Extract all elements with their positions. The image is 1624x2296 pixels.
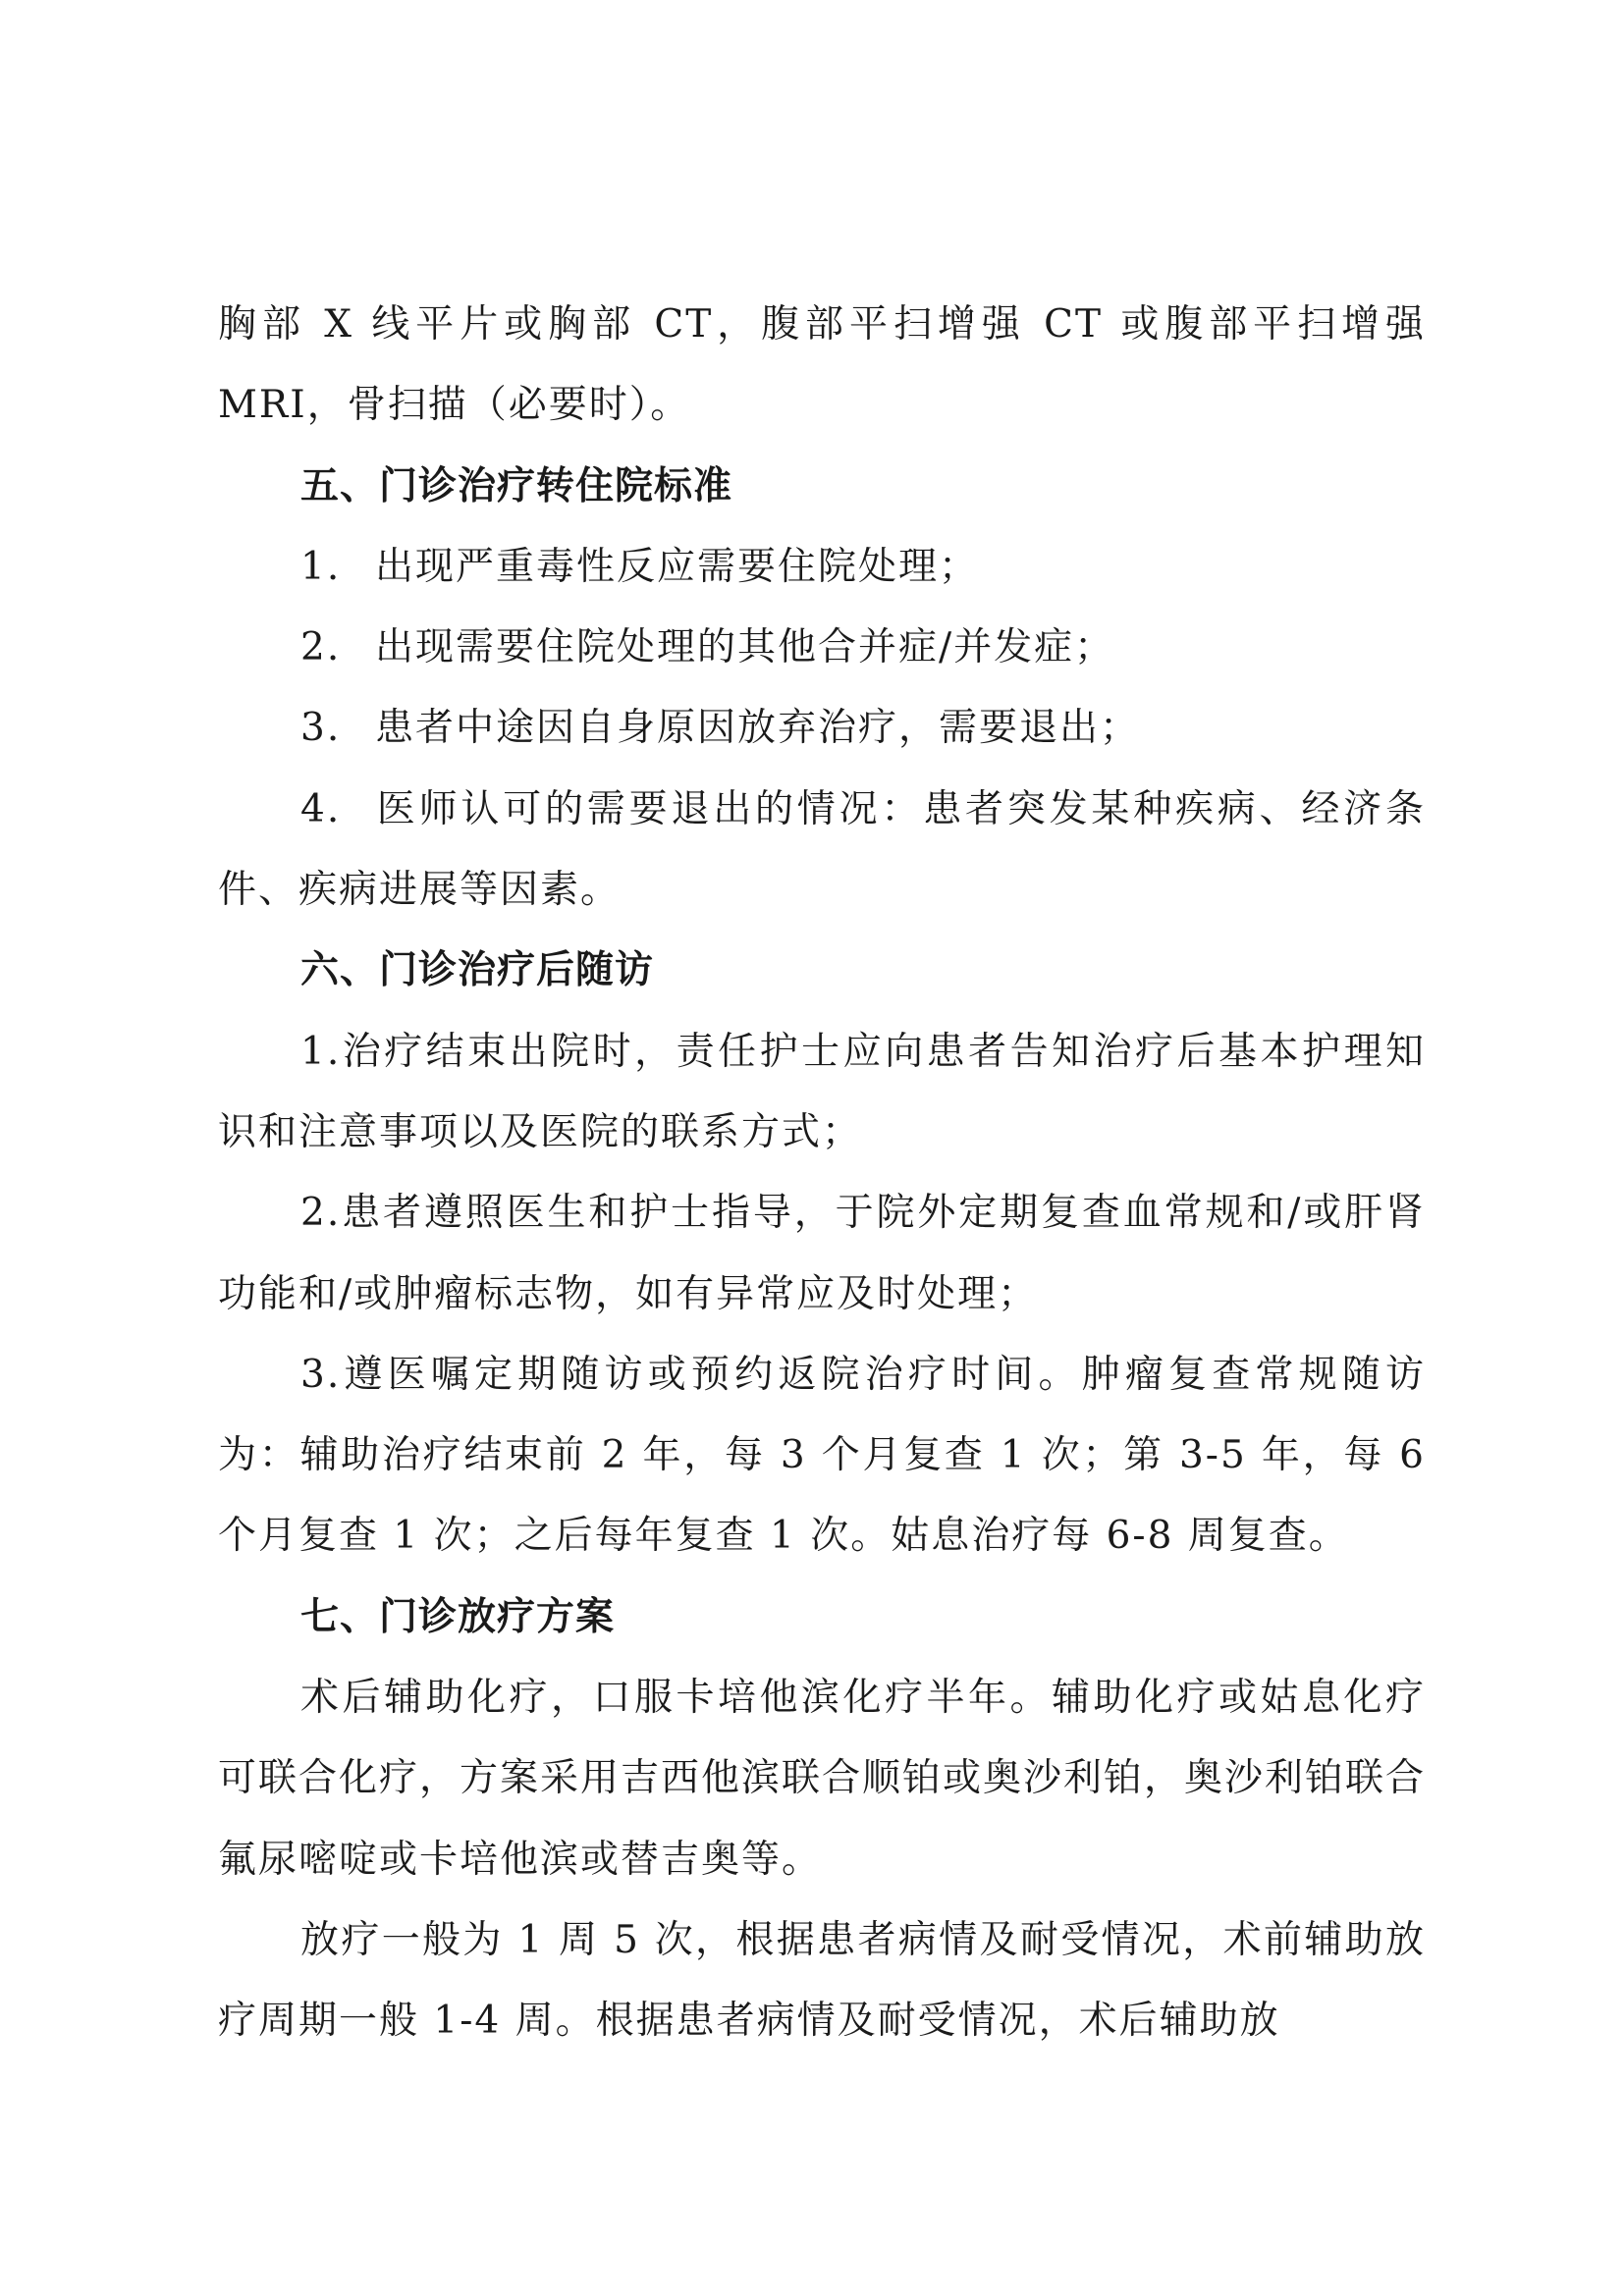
radiotherapy-paragraph-1: 术后辅助化疗，口服卡培他滨化疗半年。辅助化疗或姑息化疗可联合化疗，方案采用吉西他滨联合顺铂或奥沙利铂，奥沙利铂联合氟尿嘧啶或卡培他滨或替吉奥等。 (218, 1676, 1427, 1882)
list-item (218, 688, 1426, 769)
list-item-text: 医师认可的需要退出的情况：患者突发某种疾病、经济条件、疾病进展等因素。 (218, 786, 1426, 913)
followup-paragraph-3: 3.遵医嘱定期随访或预约返院治疗时间。肿瘤复查常规随访为：辅助治疗结束前 2 年，每 3 个月复查 1 次；第 3-5 年，每 6 个月复查 1 次；之后每年复查 1 次。姑息治疗每 6-8 周复查。 (218, 1352, 1426, 1559)
followup-paragraph-2: 2.患者遵照医生和护士指导，于院外定期复查血常规和/或肝肾功能和/或肿瘤标志物，如有异常应及时处理； (218, 1191, 1426, 1316)
list-item-text: 出现需要住院处理的其他合并症/并发症； (375, 625, 1115, 670)
section-heading-7: 七、门诊放疗方案 (300, 1594, 616, 1639)
list-item (218, 527, 1426, 608)
section-heading-5: 五、门诊治疗转住院标准 (300, 463, 733, 508)
intro-paragraph: 胸部 X 线平片或胸部 CT，腹部平扫增强 CT 或腹部平扫增强MRI，骨扫描（必要时）。 (218, 302, 1426, 428)
list-item-number: 4. (300, 786, 342, 831)
list-item-number: 3. (300, 706, 342, 751)
followup-paragraph-1: 1.治疗结束出院时，责任护士应向患者告知治疗后基本护理知识和注意事项以及医院的联系方式； (218, 1029, 1426, 1154)
list-item (218, 608, 1426, 688)
list-item-number: 1. (300, 544, 342, 589)
list-item-text: 出现严重毒性反应需要住院处理； (375, 544, 980, 589)
list-item-text: 患者中途因自身原因放弃治疗，需要退出； (375, 706, 1141, 751)
radiotherapy-paragraph-2: 放疗一般为 1 周 5 次，根据患者病情及耐受情况，术前辅助放疗周期一般 1-4 周。根据患者病情及耐受情况，术后辅助放 (218, 1917, 1426, 2044)
document-body (218, 285, 1426, 2062)
section-heading-6: 六、门诊治疗后随访 (300, 948, 655, 993)
list-item (218, 770, 1426, 932)
list-item-number: 2. (300, 625, 342, 670)
